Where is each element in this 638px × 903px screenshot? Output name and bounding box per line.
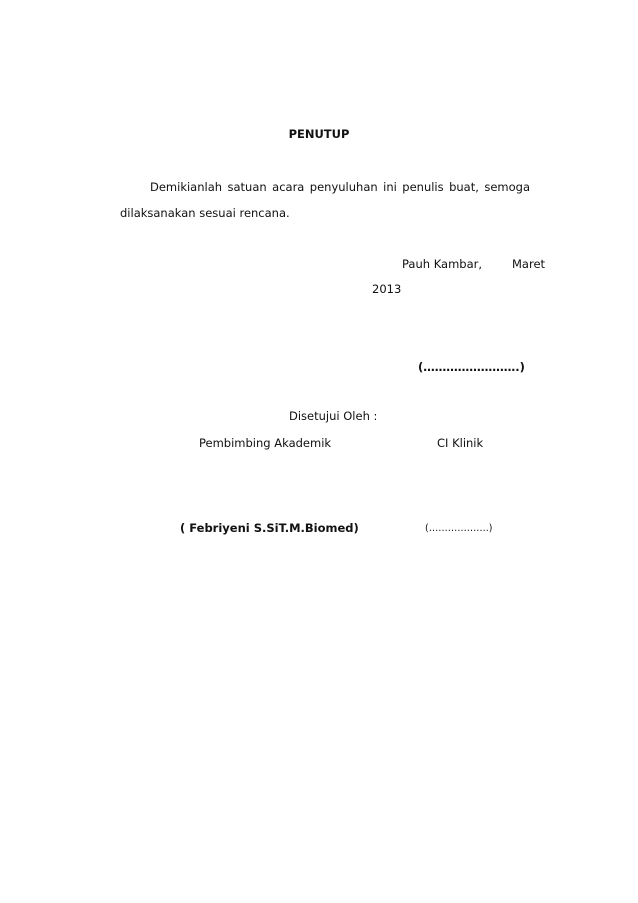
date-place: Pauh Kambar, [402,257,483,271]
approval-heading: Disetujui Oleh : [289,409,378,423]
page-title: PENUTUP [288,127,350,141]
academic-supervisor-role: Pembimbing Akademik [199,436,332,450]
clinical-instructor-role: CI Klinik [437,436,484,450]
closing-paragraph-line-2: dilaksanakan sesuai rencana. [120,206,290,220]
date-month: Maret [512,257,546,271]
clinical-instructor-name-placeholder: (……………….) [425,523,493,534]
writer-signature-placeholder: (…………………….) [418,360,525,374]
closing-paragraph-line-1: Demikianlah satuan acara penyuluhan ini penulis buat, semoga [150,180,530,194]
date-year: 2013 [372,282,402,296]
academic-supervisor-name: ( Febriyeni S.SiT.M.Biomed) [180,521,359,535]
